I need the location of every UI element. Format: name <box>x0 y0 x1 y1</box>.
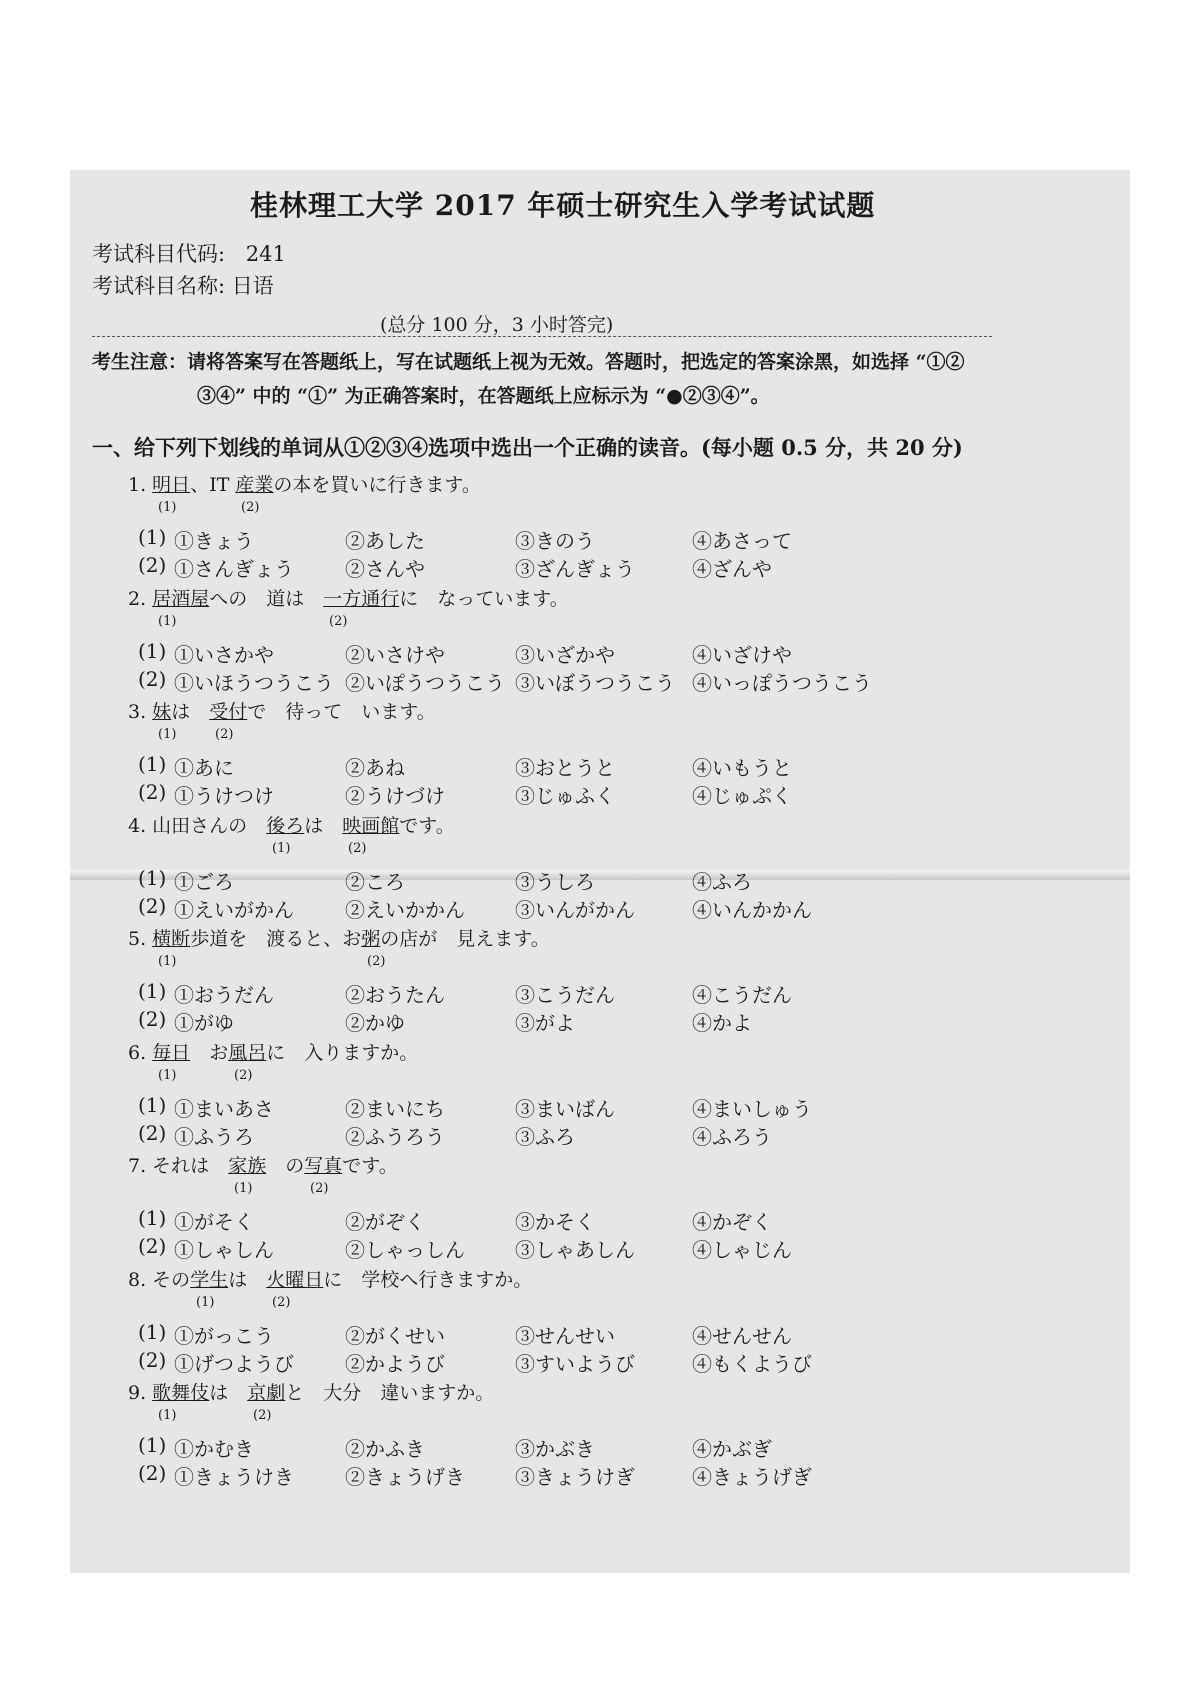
answer-option: ③ふろ <box>515 1124 575 1149</box>
answer-option: ②ころ <box>345 869 405 894</box>
answer-option: ③しゃあしん <box>515 1238 635 1262</box>
option-row-label: (2) <box>138 1347 167 1372</box>
answer-option: ④きょうげぎ <box>692 1465 812 1489</box>
question-text: その <box>152 1268 191 1291</box>
notice-line-2: ③④” 中的 “①” 为正确答案时，在答题纸上应标示为 “●②③④”。 <box>197 385 770 407</box>
answer-option: ③きょうけぎ <box>515 1465 635 1489</box>
answer-option: ②しゃっしん <box>345 1238 465 1262</box>
question-text: は <box>209 1382 248 1404</box>
question-text: に なっています。 <box>399 587 569 610</box>
question-text: の本を買いに行きます。 <box>273 474 481 496</box>
answer-option: ②かようび <box>345 1351 445 1376</box>
blank-marker: (1) <box>158 1067 177 1083</box>
answer-option: ④せんせん <box>692 1323 792 1348</box>
notice-line-1: 考生注意：请将答案写在答题纸上，写在试题纸上视为无效。答题时，把选定的答案涂黑，如选择 “①② <box>92 351 965 373</box>
option-row-label: (2) <box>138 553 167 577</box>
answer-option: ③いぼうつうこう <box>515 670 675 695</box>
option-row-label: (2) <box>138 780 167 804</box>
answer-option: ②あね <box>345 756 405 780</box>
answer-option: ③きのう <box>515 529 595 553</box>
answer-option: ④しゃじん <box>692 1238 792 1262</box>
question-number: 8. <box>128 1268 153 1291</box>
answer-option: ②うけづけ <box>345 784 445 808</box>
answer-option: ③おとうと <box>515 756 615 780</box>
answer-option: ①おうだん <box>174 983 274 1007</box>
question-number: 2. <box>128 587 153 610</box>
divider <box>92 336 992 337</box>
answer-option: ①いほうつうこう <box>174 670 334 695</box>
question-stem <box>128 924 550 951</box>
total-score: (总分 100 分，3 小时答完) <box>380 314 614 336</box>
answer-option: ①うけつけ <box>174 784 274 808</box>
underlined-word: 粥 <box>361 928 381 950</box>
question-text: への 道は <box>209 587 324 610</box>
blank-marker: (1) <box>158 727 177 742</box>
underlined-word: 京劇 <box>247 1382 286 1404</box>
subject-code-label: 考试科目代码: <box>92 242 226 266</box>
answer-option: ①まいあさ <box>174 1096 274 1121</box>
answer-option: ②きょうげき <box>345 1465 465 1489</box>
option-row-label: (2) <box>138 1461 167 1485</box>
question-text: 歩道を 渡ると、お <box>190 928 362 950</box>
question-number: 4. <box>128 814 153 837</box>
answer-option: ①がっこう <box>174 1323 274 1348</box>
underlined-word: 歌舞伎 <box>152 1382 210 1404</box>
answer-option: ④ふろう <box>692 1124 772 1149</box>
option-row-label: (2) <box>138 1007 167 1031</box>
option-row-label: (1) <box>138 638 167 663</box>
question-text: で 待って います。 <box>247 701 436 723</box>
answer-option: ④いもうと <box>692 756 792 780</box>
answer-option: ④いっぽうつうこう <box>692 670 872 695</box>
question-number: 6. <box>128 1041 153 1064</box>
exam-sheet <box>70 170 1130 1573</box>
blank-marker: (2) <box>215 727 234 742</box>
answer-option: ①ごろ <box>174 869 234 894</box>
question-text: です。 <box>342 1155 398 1177</box>
question-text: は <box>304 814 343 837</box>
answer-option: ③じゅふく <box>515 784 615 808</box>
answer-option: ②いぽうつうこう <box>345 670 505 695</box>
blank-marker: (2) <box>367 954 386 969</box>
subject-name <box>92 270 274 300</box>
question-number: 9. <box>128 1382 153 1404</box>
underlined-word: 写真 <box>304 1155 343 1177</box>
underlined-word: 風呂 <box>228 1041 267 1064</box>
answer-option: ④じゅぷく <box>692 784 792 808</box>
answer-option: ③まいばん <box>515 1096 615 1121</box>
blank-marker: (1) <box>196 1294 215 1310</box>
question-text: に 入りますか。 <box>266 1041 419 1064</box>
answer-option: ①あに <box>174 756 234 780</box>
blank-marker: (2) <box>310 1181 329 1196</box>
question-stem <box>128 1151 398 1178</box>
answer-option: ③かそく <box>515 1210 595 1234</box>
option-row-label: (1) <box>138 752 167 776</box>
subject-code <box>92 238 286 268</box>
answer-option: ①さんぎょう <box>174 557 294 581</box>
answer-option: ①ふうろ <box>174 1124 254 1149</box>
answer-option: ①えいがかん <box>174 897 294 922</box>
question-stem <box>128 1265 532 1292</box>
question-number: 7. <box>128 1155 153 1177</box>
question-number: 5. <box>128 928 153 950</box>
question-number: 3. <box>128 701 153 723</box>
underlined-word: 一方通行 <box>323 587 400 610</box>
blank-marker: (1) <box>234 1181 253 1196</box>
question-text: の店が 見えます。 <box>380 928 550 950</box>
answer-option: ②いさけや <box>345 642 445 667</box>
option-row-label: (2) <box>138 1234 167 1258</box>
question-stem <box>128 1038 418 1065</box>
underlined-word: 毎日 <box>152 1041 191 1064</box>
question-stem <box>128 1378 494 1405</box>
question-stem <box>128 470 481 497</box>
option-row-label: (1) <box>138 865 167 890</box>
answer-option: ①げつようび <box>174 1351 294 1376</box>
underlined-word: 明日 <box>152 474 191 496</box>
blank-marker: (1) <box>272 840 291 856</box>
answer-option: ①がそく <box>174 1210 254 1234</box>
answer-option: ③いざかや <box>515 642 615 667</box>
underlined-word: 居酒屋 <box>152 587 210 610</box>
underlined-word: 受付 <box>209 701 248 723</box>
underlined-word: 火曜日 <box>266 1268 324 1291</box>
question-number: 1. <box>128 474 153 496</box>
answer-option: ②おうたん <box>345 983 445 1007</box>
blank-marker: (1) <box>158 500 177 515</box>
answer-option: ②かゆ <box>345 1011 405 1035</box>
blank-marker: (2) <box>329 613 348 629</box>
question-text: と 大分 違いますか。 <box>285 1382 495 1404</box>
underlined-word: 学生 <box>190 1268 229 1291</box>
answer-option: ①きょう <box>174 529 254 553</box>
answer-option: ④いんかかん <box>692 897 812 922</box>
answer-option: ④いざけや <box>692 642 792 667</box>
answer-option: ②ふうろう <box>345 1124 445 1149</box>
question-text: それは <box>152 1155 229 1177</box>
question-text: は <box>228 1268 267 1291</box>
answer-option: ②かふき <box>345 1437 425 1461</box>
answer-option: ②あした <box>345 529 425 553</box>
answer-option: ①しゃしん <box>174 1238 274 1262</box>
answer-option: ④ふろ <box>692 869 752 894</box>
question-stem <box>128 697 436 724</box>
option-row-label: (1) <box>138 1092 167 1117</box>
option-row-label: (2) <box>138 666 167 691</box>
answer-option: ④もくようび <box>692 1351 812 1376</box>
answer-option: ③いんがかん <box>515 897 635 922</box>
blank-marker: (1) <box>158 954 177 969</box>
underlined-word: 映画館 <box>342 814 400 837</box>
blank-marker: (2) <box>272 1294 291 1310</box>
answer-option: ④かぶぎ <box>692 1437 772 1461</box>
question-text: 山田さんの <box>152 814 267 837</box>
underlined-word: 後ろ <box>266 814 305 837</box>
question-stem <box>128 811 455 838</box>
blank-marker: (2) <box>234 1067 253 1083</box>
answer-option: ①かむき <box>174 1437 254 1461</box>
answer-option: ②がぞく <box>345 1210 425 1234</box>
underlined-word: 産業 <box>235 474 274 496</box>
answer-option: ③うしろ <box>515 869 595 894</box>
answer-option: ①がゆ <box>174 1011 234 1035</box>
answer-option: ②さんや <box>345 557 425 581</box>
blank-marker: (2) <box>348 840 367 856</box>
answer-option: ③せんせい <box>515 1323 615 1348</box>
question-text: 、IT <box>190 474 236 496</box>
subject-name-label: 考试科目名称: <box>92 274 226 298</box>
question-text: は <box>171 701 210 723</box>
subject-code-value: 241 <box>245 242 286 266</box>
blank-marker: (2) <box>253 1408 272 1423</box>
answer-option: ①きょうけき <box>174 1465 294 1489</box>
option-row-label: (1) <box>138 1206 167 1230</box>
section-1-title: 一、给下列下划线的单词从①②③④选项中选出一个正确的读音。(每小题 0.5 分，共 20 分) <box>92 435 963 460</box>
blank-marker: (1) <box>158 613 177 629</box>
answer-option: ③がよ <box>515 1011 575 1035</box>
blank-marker: (1) <box>158 1408 177 1423</box>
answer-option: ②まいにち <box>345 1096 445 1121</box>
answer-option: ④かよ <box>692 1011 752 1035</box>
exam-notice <box>92 345 1092 413</box>
question-stem <box>128 584 569 611</box>
underlined-word: 横断 <box>152 928 191 950</box>
underlined-word: 妹 <box>152 701 172 723</box>
question-text: に 学校へ行きますか。 <box>323 1268 533 1291</box>
question-text: お <box>190 1041 229 1064</box>
option-row-label: (1) <box>138 1319 167 1344</box>
option-row-label: (1) <box>138 1433 167 1457</box>
answer-option: ③かぶき <box>515 1437 595 1461</box>
answer-option: ③すいようび <box>515 1351 635 1376</box>
answer-option: ③ざんぎょう <box>515 557 635 581</box>
answer-option: ④こうだん <box>692 983 792 1007</box>
option-row-label: (2) <box>138 1120 167 1145</box>
option-row-label: (1) <box>138 525 167 549</box>
option-row-label: (2) <box>138 893 167 918</box>
answer-option: ④まいしゅう <box>692 1096 812 1121</box>
answer-option: ④ざんや <box>692 557 772 581</box>
subject-name-value: 日语 <box>231 274 274 298</box>
answer-option: ②えいかかん <box>345 897 465 922</box>
answer-option: ④かぞく <box>692 1210 772 1234</box>
option-row-label: (1) <box>138 979 167 1003</box>
answer-option: ④あさって <box>692 529 792 553</box>
exam-title: 桂林理工大学 2017 年硕士研究生入学考试试题 <box>250 189 876 222</box>
answer-option: ①いさかや <box>174 642 274 667</box>
question-text: です。 <box>399 814 455 837</box>
answer-option: ②がくせい <box>345 1323 445 1348</box>
blank-marker: (2) <box>241 500 260 515</box>
answer-option: ③こうだん <box>515 983 615 1007</box>
question-text: の <box>266 1155 305 1177</box>
underlined-word: 家族 <box>228 1155 267 1177</box>
